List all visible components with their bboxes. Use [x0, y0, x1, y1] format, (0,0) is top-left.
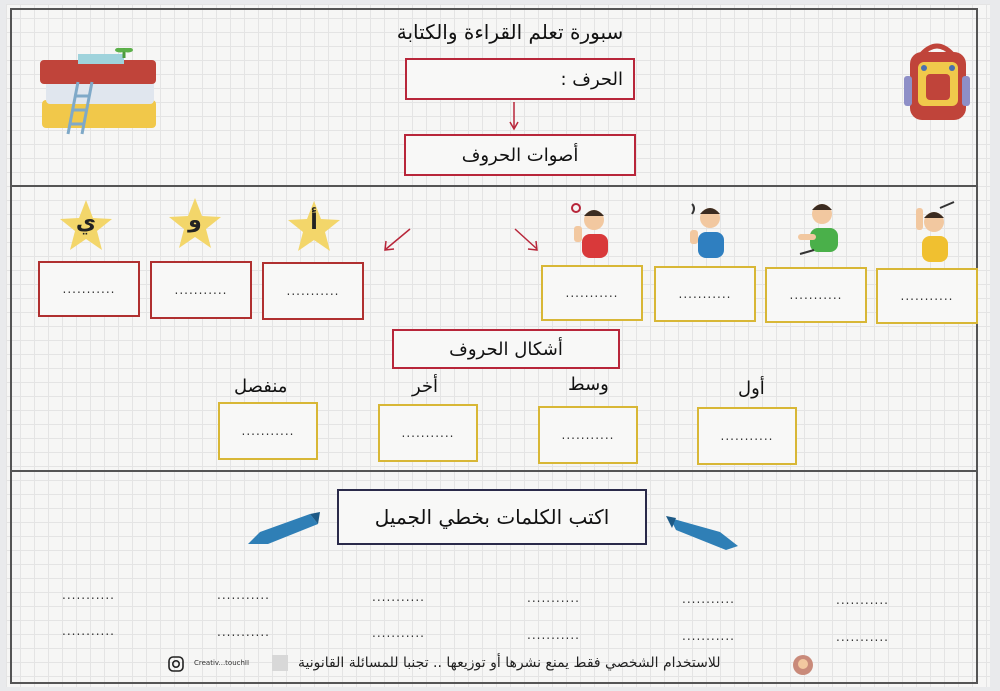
instagram-icon [168, 656, 184, 672]
writing-line[interactable]: ........... [62, 624, 115, 638]
qr-code-icon [272, 655, 288, 671]
writing-line[interactable]: ........... [527, 628, 580, 642]
dotted-line: ........... [62, 282, 116, 296]
dotted-line: ........... [401, 426, 455, 440]
dotted-line: ........... [900, 289, 954, 303]
shape-box-separate[interactable] [218, 402, 318, 460]
shape-box-middle[interactable] [538, 406, 638, 464]
sounds-title: أصوات الحروف [461, 144, 579, 166]
divider-bottom [12, 470, 976, 472]
dotted-line: ........... [678, 287, 732, 301]
writing-line[interactable]: ........... [217, 625, 270, 639]
down-arrow-icon [507, 102, 521, 132]
writing-line[interactable]: ........... [372, 590, 425, 604]
dotted-line: ........... [720, 429, 774, 443]
divider-top [12, 185, 976, 187]
shape-box-start[interactable] [697, 407, 797, 465]
answer-box[interactable] [150, 261, 252, 319]
shape-box-end[interactable] [378, 404, 478, 462]
label-separate: منفصل [234, 376, 288, 397]
letter-box[interactable] [405, 58, 635, 100]
writing-line[interactable]: ........... [527, 591, 580, 605]
kid-sukun-icon [566, 200, 612, 262]
writing-line[interactable]: ........... [217, 588, 270, 602]
answer-box[interactable] [876, 268, 978, 324]
shapes-title-box [392, 329, 620, 369]
star-letter-waw: و [188, 208, 202, 233]
dotted-line: ........... [789, 288, 843, 302]
arrow-down-right-icon [512, 226, 542, 254]
writing-line[interactable]: ........... [62, 588, 115, 602]
star-letter-alif: أ [310, 210, 318, 235]
writing-line[interactable]: ........... [682, 629, 735, 643]
dotted-line: ........... [286, 284, 340, 298]
writing-line[interactable]: ........... [836, 593, 889, 607]
label-start: أول [738, 378, 765, 399]
books-icon [38, 48, 160, 136]
footer-handle: Creativ...touchII [194, 659, 250, 667]
star-letter-ya: ي [75, 210, 97, 235]
dotted-line: ........... [174, 283, 228, 297]
writing-line[interactable]: ........... [682, 592, 735, 606]
writing-title: اكتب الكلمات بخطي الجميل [374, 505, 610, 529]
sounds-title-box [404, 134, 636, 176]
kid-kasra-icon [796, 200, 842, 262]
answer-box[interactable] [654, 266, 756, 322]
kid-damma-icon [684, 200, 730, 262]
writing-line[interactable]: ........... [836, 630, 889, 644]
writing-title-box [337, 489, 647, 545]
page-title: سبورة تعلم القراءة والكتابة [396, 20, 624, 44]
shapes-title: أشكال الحروف [449, 338, 563, 360]
letter-label: الحرف : [560, 68, 623, 90]
arrow-down-left-icon [380, 226, 414, 254]
dotted-line: ........... [561, 428, 615, 442]
label-end: أخر [412, 376, 439, 397]
writing-line[interactable]: ........... [372, 626, 425, 640]
backpack-icon [900, 40, 974, 124]
dotted-line: ........... [565, 286, 619, 300]
kid-fatha-icon [912, 200, 958, 264]
dotted-line: ........... [241, 424, 295, 438]
crayon-left-icon [246, 512, 322, 548]
label-middle: وسط [568, 374, 609, 395]
answer-box[interactable] [262, 262, 364, 320]
answer-box[interactable] [765, 267, 867, 323]
footer-notice: للاستخدام الشخصي فقط يمنع نشرها أو توزيعها .. تجنبا للمسائلة القانونية [298, 655, 721, 671]
crayon-right-icon [666, 516, 742, 552]
logo-icon [792, 654, 814, 676]
answer-box[interactable] [541, 265, 643, 321]
answer-box[interactable] [38, 261, 140, 317]
